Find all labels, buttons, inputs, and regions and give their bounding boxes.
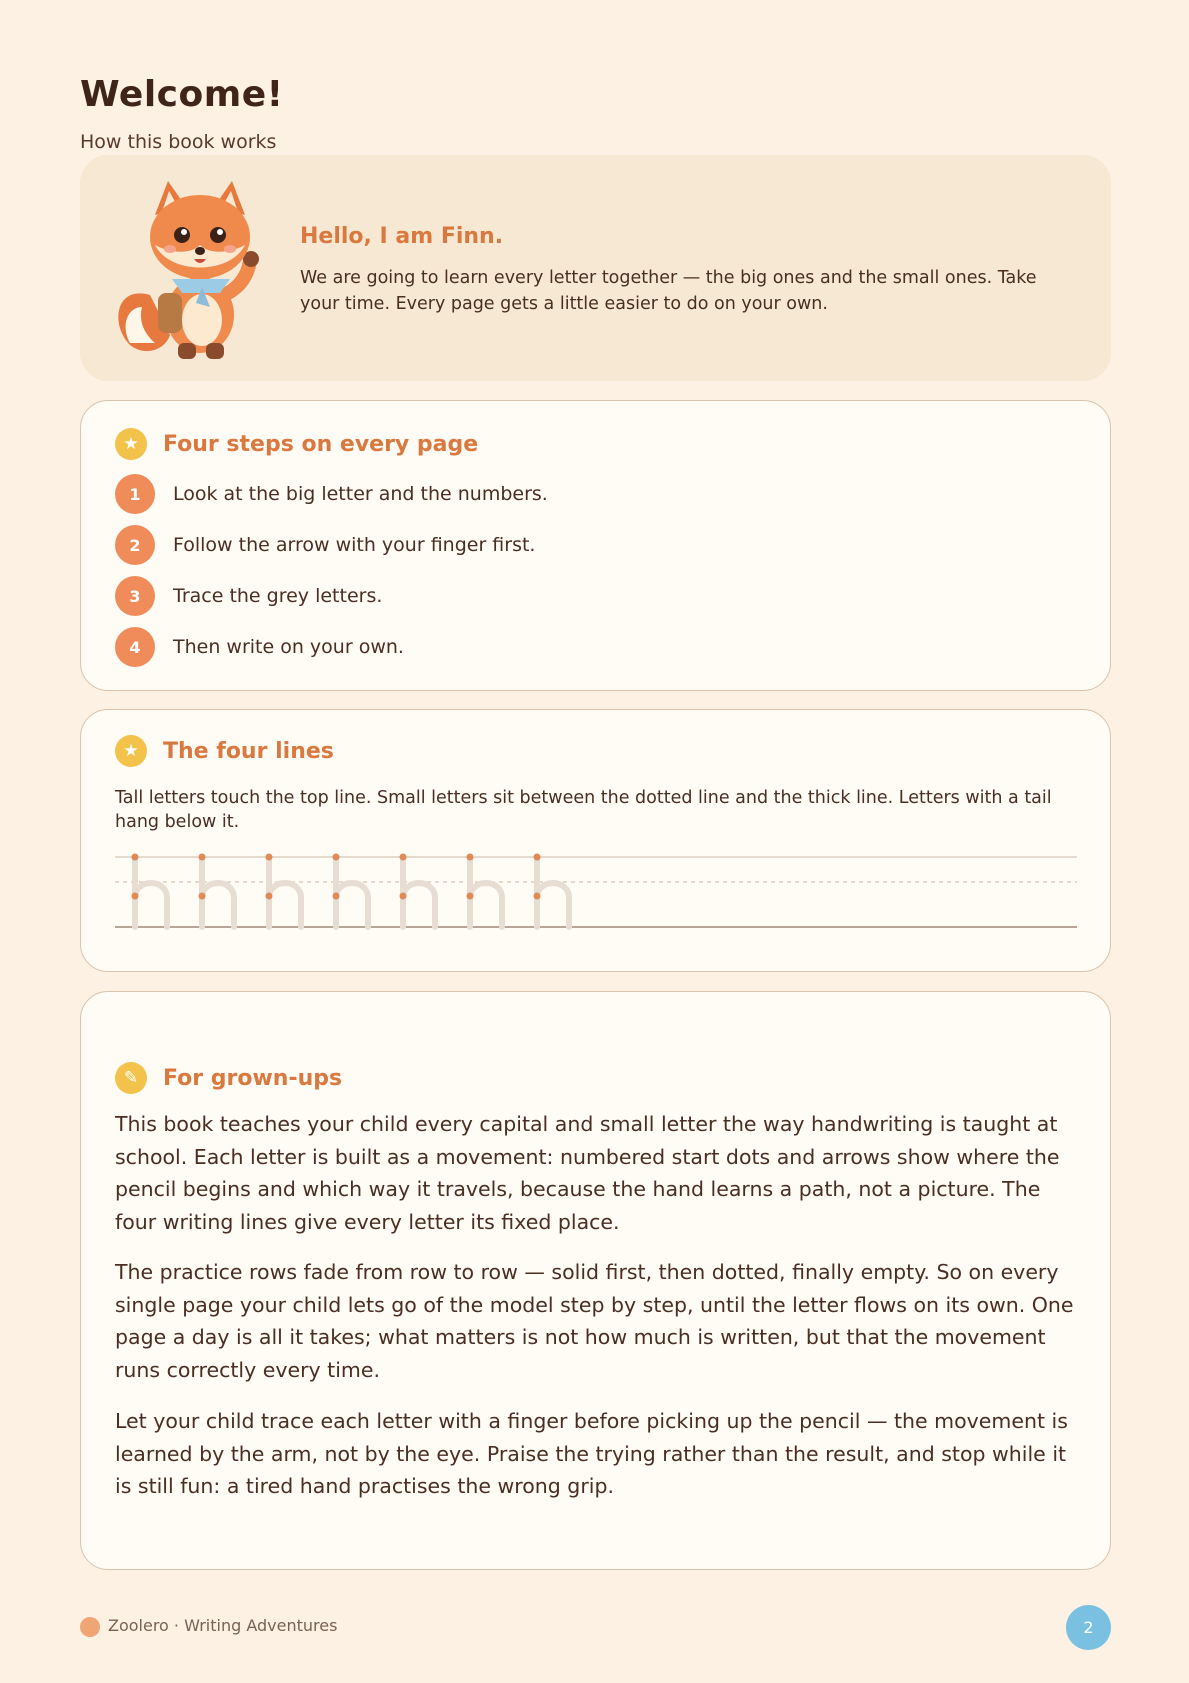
practice-letter-h <box>400 854 436 928</box>
start-dot <box>467 893 474 900</box>
steps-heading: Four steps on every page <box>163 431 479 457</box>
grownups-heading: For grown-ups <box>163 1065 343 1091</box>
hello-heading: Hello, I am Finn. <box>300 224 504 249</box>
practice-letter-h <box>199 854 235 928</box>
step-text: Look at the big letter and the numbers. <box>173 483 548 505</box>
start-dot <box>333 854 340 861</box>
step-text: Then write on your own. <box>173 636 404 658</box>
start-dot <box>199 854 206 861</box>
step-text: Follow the arrow with your finger first. <box>173 534 536 556</box>
step-number-badge: 3 <box>115 576 155 616</box>
step-number-badge: 2 <box>115 525 155 565</box>
step-item <box>115 525 535 565</box>
lines-body-text: Tall letters touch the top line. Small letters sit between the dotted line and the thick line. Letters with a tail hang below it. <box>115 788 1052 832</box>
start-dot <box>266 854 273 861</box>
practice-letter-h <box>132 854 168 928</box>
practice-letter-h <box>534 854 570 928</box>
page-number-badge: 2 <box>1066 1605 1111 1650</box>
practice-letter-h <box>467 854 503 928</box>
page-subtitle: How this book works <box>80 131 277 153</box>
start-dot <box>199 893 206 900</box>
start-dot <box>534 854 541 861</box>
start-dot <box>333 893 340 900</box>
grownups-paragraph: The practice rows fade from row to row — solid first, then dotted, finally empty. So on every single page your child lets go of the model step by step, until the letter flows on its own. One page a day is all it takes; what matters is not how much is written, but that the movement runs correctly every time. <box>115 1260 1074 1382</box>
lines-card <box>80 709 1111 972</box>
step-item <box>115 474 548 514</box>
practice-letter-h <box>266 854 302 928</box>
writing-lines-practice <box>115 840 1077 950</box>
grownups-card <box>80 991 1111 1570</box>
footer-brand: Zoolero · Writing Adventures <box>108 1616 338 1635</box>
step-item <box>115 576 382 616</box>
lines-heading: The four lines <box>163 738 334 764</box>
grownups-paragraph: Let your child trace each letter with a finger before picking up the pencil — the movement is learned by the arm, not by the eye. Praise the trying rather than the result, and stop while it is still fun: a tired hand practises the wrong grip. <box>115 1409 1068 1498</box>
practice-letter-h <box>333 854 369 928</box>
fox-mascot-icon <box>110 175 280 365</box>
pencil-icon: ✎ <box>115 1062 147 1094</box>
step-number-badge: 4 <box>115 627 155 667</box>
start-dot <box>467 854 474 861</box>
lines-header <box>115 735 334 767</box>
start-dot <box>400 854 407 861</box>
start-dot <box>400 893 407 900</box>
start-dot <box>266 893 273 900</box>
hello-card <box>80 155 1111 381</box>
page-title: Welcome! <box>80 74 284 115</box>
star-icon: ★ <box>115 428 147 460</box>
steps-header <box>115 428 478 460</box>
grownups-header <box>115 1062 342 1094</box>
start-dot <box>534 893 541 900</box>
start-dot <box>132 893 139 900</box>
grownups-paragraph: This book teaches your child every capital and small letter the way handwriting is taught at school. Each letter is built as a movement: numbered start dots and arrows show where the pencil begins and which way it travels, because the hand learns a path, not a picture. The four writing lines give every letter its fixed place. <box>115 1112 1060 1234</box>
star-icon: ★ <box>115 735 147 767</box>
start-dot <box>132 854 139 861</box>
step-item <box>115 627 404 667</box>
steps-card <box>80 400 1111 691</box>
hello-body-text: We are going to learn every letter together — the big ones and the small ones. Take your time. Every page gets a little easier to do on your own. <box>300 268 1037 314</box>
brand-dot-icon <box>80 1617 100 1637</box>
step-number-badge: 1 <box>115 474 155 514</box>
step-text: Trace the grey letters. <box>173 585 383 607</box>
